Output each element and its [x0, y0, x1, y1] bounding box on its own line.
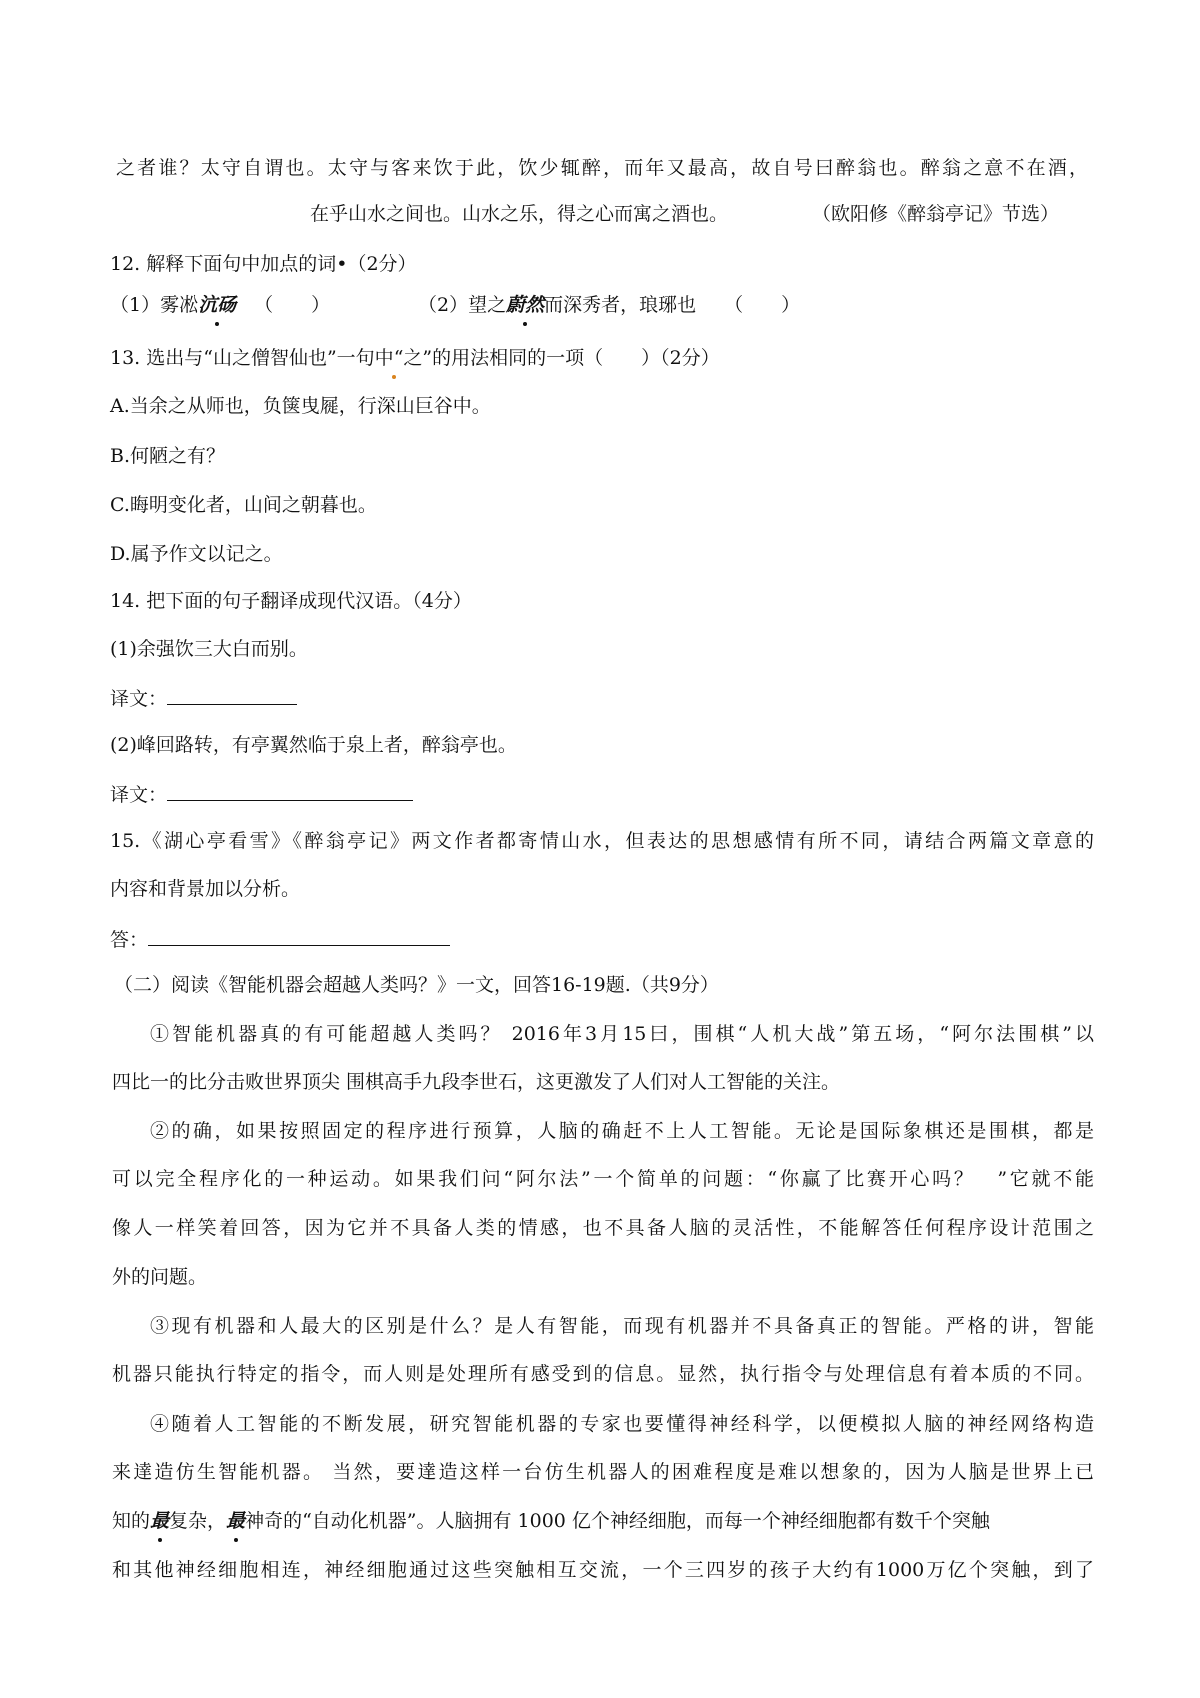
- passage-line: 之者谁？太守自谓也。太守与客来饮于此，饮少辄醉，而年又最高，故自号曰醉翁也。醉翁之意不在酒，: [116, 157, 1088, 179]
- translation-2: 译文：: [110, 780, 413, 808]
- question-14-stem: 14. 把下面的句子翻译成现代汉语。（4分）: [110, 590, 472, 612]
- question-12-item-2: （2）望之蔚然而深秀者，琅琊也 （ ）: [418, 294, 801, 316]
- answer-blank[interactable]: （ ）: [254, 294, 331, 316]
- question-12-stem: 12. 解释下面句中加点的词•（2分）: [110, 253, 417, 275]
- question-15-line: 内容和背景加以分析。: [110, 878, 301, 900]
- question-12-item-1: （1）雾凇沆砀 （ ）: [110, 294, 331, 316]
- paragraph-line: 四比一的比分击败世界顶尖 围棋高手九段李世石，这更激发了人们对人工智能的关注。: [112, 1071, 841, 1093]
- question-13-stem: 13. 选出与“山之僧智仙也”一句中“之”的用法相同的一项（ ）（2分）: [110, 347, 720, 369]
- answer-line[interactable]: [148, 925, 450, 946]
- dotted-word: 蔚然: [506, 294, 545, 316]
- sentence-1: (1)余强饮三大白而别。: [110, 638, 308, 660]
- answer-line[interactable]: [167, 780, 413, 801]
- option-a: A.当余之从师也，负箧曳屣，行深山巨谷中。: [110, 395, 491, 417]
- paragraph-line: 知的最复杂，最神奇的“自动化机器”。人脑拥有 1000 亿个神经细胞，而每一个神经细胞都有数千个突触: [112, 1510, 990, 1532]
- translation-1: 译文：: [110, 684, 297, 712]
- dotted-word: 最: [226, 1510, 246, 1532]
- sentence-2: (2)峰回路转，有亭翼然临于泉上者，醉翁亭也。: [110, 734, 517, 756]
- paragraph-line: 来達造仿生智能机器。 当然，要達造这样一台仿生机器人的困难程度是难以想象的，因为人脑是世界上已: [112, 1461, 1094, 1483]
- paragraph-line: ②的确，如果按照固定的程序进行预算，人脑的确赶不上人工智能。无论是国际象棋还是围棋，都是: [150, 1120, 1094, 1142]
- dotted-word: 沆砀: [198, 294, 237, 316]
- passage-source: （欧阳修《醉翁亭记》节选）: [812, 203, 1060, 225]
- paragraph-line: ①智能机器真的有可能超越人类吗？ 2016年3月15曰，围棋“人机大战”第五场，“阿尔法围棋”以: [150, 1023, 1094, 1045]
- paragraph-line: 外的问题。: [112, 1266, 208, 1288]
- question-15-line: 15.《湖心亭看雪》《醉翁亭记》两文作者都寄情山水，但表达的思想感情有所不同，请结合两篇文章意的: [110, 830, 1094, 852]
- option-d: D.属予作文以记之。: [110, 543, 283, 565]
- dotted-word: 最: [150, 1510, 170, 1532]
- answer-blank[interactable]: （ ）: [724, 294, 801, 316]
- paragraph-line: 机器只能执行特定的指令，而人则是处理所有感受到的信息。显然，执行指令与处理信息有着本质的不同。: [112, 1363, 1094, 1385]
- section-heading: （二）阅读《智能机器会超越人类吗？》一文，回答16-19题.（共9分）: [114, 974, 719, 996]
- passage-line: 在乎山水之间也。山水之乐，得之心而寓之酒也。: [310, 203, 729, 225]
- paragraph-line: ③现有机器和人最大的区别是什么？是人有智能，而现有机器并不具备真正的智能。严格的讲，智能: [150, 1315, 1094, 1337]
- question-15-answer: 答：: [110, 925, 450, 953]
- paragraph-line: 可以完全程序化的一种运动。如果我们问“阿尔法”一个简单的问题：“你赢了比赛开心吗？ ”它就不能: [112, 1168, 1094, 1190]
- paragraph-line: 和其他神经细胞相连，神经细胞通过这些突触相互交流，一个三四岁的孩子大约有1000万亿个突触，到了: [112, 1559, 1094, 1581]
- paragraph-line: ④随着人工智能的不断发展，研究智能机器的专家也要懂得神经科学，以便模拟人脑的神经网络构造: [150, 1413, 1094, 1435]
- option-c: C.晦明变化者，山间之朝暮也。: [110, 494, 377, 516]
- answer-line[interactable]: [167, 684, 297, 705]
- paragraph-line: 像人一样笑着回答，因为它并不具备人类的情感，也不具备人脑的灵活性，不能解答任何程序设计范围之: [112, 1217, 1094, 1239]
- option-b: B.何陋之有？: [110, 445, 226, 467]
